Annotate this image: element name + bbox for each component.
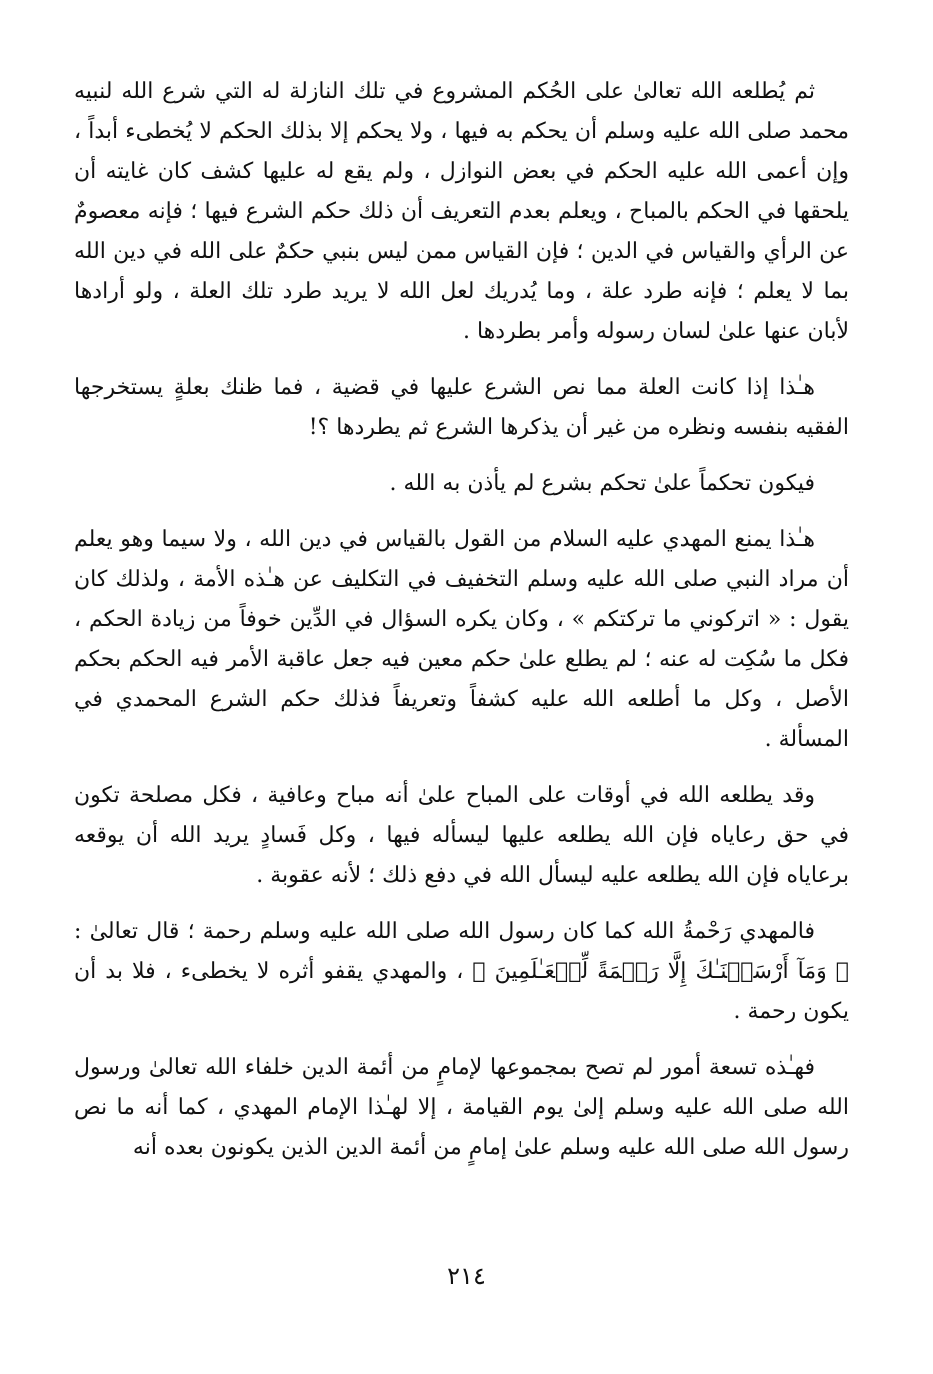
- paragraph-1: ثم يُطلعه الله تعالىٰ على الحُكم المشروع في تلك النازلة له التي شرع الله لنبيه محمد صلى الله عليه وسلم أن يحكم به فيها ، ولا يحكم إلا بذلك الحكم لا يُخطىء أبداً ، وإن أعمى الله عليه الحكم في بعض النوازل ، ولم يقع له عليها كشف كان غايته أن يلحقها في الحكم بالمباح ، ويعلم بعدم التعريف أن ذلك حكم الشرع فيها ؛ فإنه معصومٌ عن الرأي والقياس في الدين ؛ فإن القياس ممن ليس بنبي حكمٌ على الله في دين الله بما لا يعلم ؛ فإنه طرد علة ، وما يُدريك لعل الله لا يريد طرد تلك العلة ، ولو أرادها لأبان عنها علىٰ لسان رسوله وأمر بطردها .: [74, 79, 849, 344]
- paragraph-6-conclusion: ، والمهدي يقفو أثره لا يخطىء ، فلا بد أن يكون رحمة .: [74, 959, 849, 1024]
- paragraph-6: [74, 912, 849, 1032]
- paragraph-7: فهـٰذه تسعة أمور لم تصح بمجموعها لإمامٍ من أئمة الدين خلفاء الله تعالىٰ ورسول الله صلى الله عليه وسلم إلىٰ يوم القيامة ، إلا لهـٰذا الإمام المهدي ، كما أنه ما نص رسول الله صلى الله عليه وسلم علىٰ إمامٍ من أئمة الدين الذين يكونون بعده أنه: [74, 1055, 849, 1160]
- paragraph-5: وقد يطلعه الله في أوقات على المباح علىٰ أنه مباح وعافية ، فكل مصلحة تكون في حق رعاياه فإن الله يطلعه عليها ليسأله فيها ، وكل فَسادٍ يريد الله أن يوقعه برعاياه فإن الله يطلعه عليه ليسأل الله في دفع ذلك ؛ لأنه عقوبة .: [74, 783, 849, 888]
- paragraph-6-intro: فالمهدي رَحْمةُ الله كما كان رسول الله صلى الله عليه وسلم رحمة ؛ قال تعالىٰ :: [74, 919, 815, 944]
- quran-verse: ﴿ وَمَآ أَرْسَلۡنَـٰكَ إِلَّا رَحۡمَةً لِّلۡعَـٰلَمِينَ ﴾: [472, 959, 850, 984]
- page-number: ٢١٤: [447, 1262, 486, 1290]
- paragraph-3: فيكون تحكماً علىٰ تحكم بشرع لم يأذن به الله .: [389, 471, 815, 496]
- page-body: [74, 72, 849, 1168]
- paragraph-2: هـٰذا إذا كانت العلة مما نص الشرع عليها في قضية ، فما ظنك بعلةٍ يستخرجها الفقيه بنفسه ونظره من غير أن يذكرها الشرع ثم يطردها ؟!: [74, 375, 849, 440]
- paragraph-4: هـٰذا يمنع المهدي عليه السلام من القول بالقياس في دين الله ، ولا سيما وهو يعلم أن مراد النبي صلى الله عليه وسلم التخفيف في التكليف عن هـٰذه الأمة ، ولذلك كان يقول : « اتركوني ما تركتكم » ، وكان يكره السؤال في الدِّين خوفاً من زيادة الحكم ، فكل ما سُكِت له عنه ؛ لم يطلع علىٰ حكم معين فيه جعل عاقبة الأمر فيه الحكم بحكم الأصل ، وكل ما أطلعه الله عليه كشفاً وتعريفاً فذلك حكم الشرع المحمدي في المسألة .: [74, 527, 849, 752]
